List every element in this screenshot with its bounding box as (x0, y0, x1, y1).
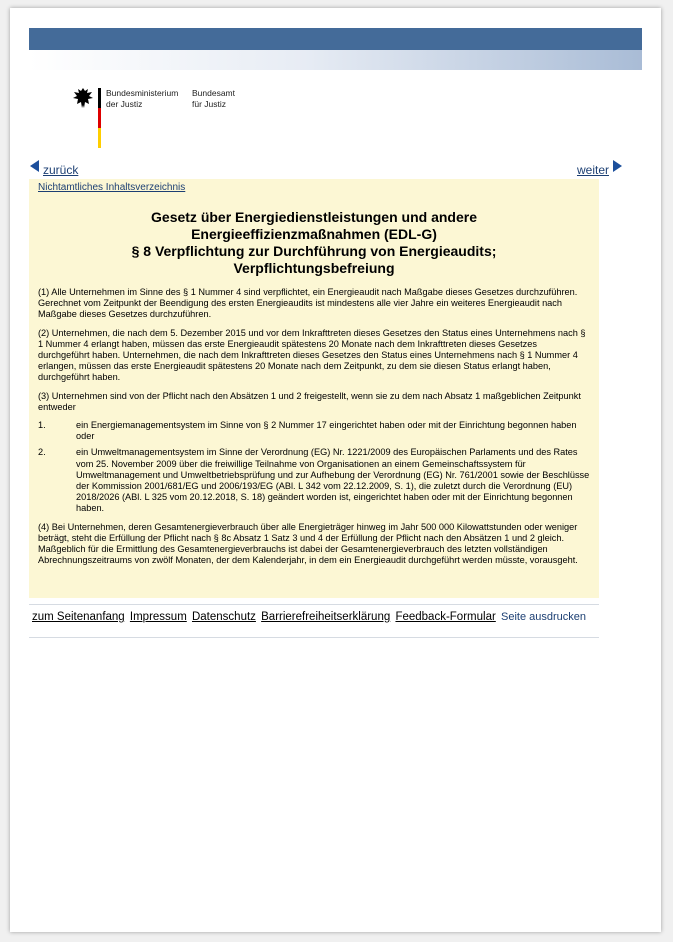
back-link[interactable] (30, 163, 78, 177)
paragraph-2: (2) Unternehmen, die nach dem 5. Dezember 2015 und vor dem Inkrafttreten dieses Gesetzes den Status eines Unternehmens nach § 1 Nummer 4 erlangt haben, müssen das erste Energieaudit spätestens 20 Monate nach dem Inkrafttreten dieses Gesetzes durchgeführt haben. Unternehmen, die nach dem Inkrafttreten dieses Gesetzes den Status eines Unternehmens nach § 1 Nummer 4 erlangen, müssen das erste Energieaudit spätestens 20 Monate nach dem Zeitpunkt, zu dem sie diesen Status erlangt haben, durchgeführt haben. (38, 327, 586, 383)
page (10, 8, 661, 932)
toc-link[interactable]: Nichtamtliches Inhaltsverzeichnis (38, 182, 186, 193)
forward-link-label: weiter (576, 163, 609, 177)
list-item (38, 420, 590, 442)
imprint-link[interactable]: Impressum (129, 611, 187, 623)
header-gradient-bar (29, 50, 642, 70)
header-bar (29, 28, 642, 50)
section-title-line: § 8 Verpflichtung zur Durchführung von Energieaudits; (131, 243, 497, 259)
footer-divider-bottom (29, 637, 599, 638)
paragraph-1: (1) Alle Unternehmen im Sinne des § 1 Nummer 4 sind verpflichtet, ein Energieaudit nach Maßgabe dieses Gesetzes durchzuführen. Gerechnet vom Zeitpunkt der Beendigung des ersten Energieaudits ist mindestens alle vier Jahre ein weiteres Energieaudit nach Maßgabe dieses Gesetzes durchzuführen. (38, 287, 578, 320)
arrow-left-icon (30, 160, 39, 172)
list-item-number: 1. (38, 420, 46, 431)
back-link-label: zurück (43, 163, 79, 177)
forward-link[interactable] (577, 163, 622, 177)
print-page-link[interactable]: Seite ausdrucken (501, 611, 586, 623)
exemption-list (38, 420, 590, 515)
back-to-top-link[interactable]: zum Seitenanfang (32, 611, 125, 623)
footer-links (32, 611, 612, 623)
title-line: Gesetz über Energiedienstleistungen und andere (151, 209, 477, 225)
paragraph-3: (3) Unternehmen sind von der Pflicht nach den Absätzen 1 und 2 freigestellt, wenn sie zu dem nach Absatz 1 maßgeblichen Zeitpunkt entweder (38, 390, 581, 412)
feedback-link[interactable]: Feedback-Formular (395, 611, 496, 623)
list-item-text: ein Umweltmanagementsystem im Sinne der Verordnung (EG) Nr. 1221/2009 des Europäischen Parlaments und des Rates vom 25. November 2009 über die freiwillige Teilnahme von Organisationen an einem Gemeinschaftssystem für Umweltmanagement und Umweltbetriebsprüfung und zur Aufhebung der Verordnung (EG) Nr. 761/2001 sowie der Beschlüsse der Kommission 2001/681/EG und 2006/193/EG (ABl. L 342 vom 22.12.2009, S. 1), die zuletzt durch die Verordnung (EU) 2018/2026 (ABl. L 325 vom 20.12.2018, S. 18) geändert worden ist, eingerichtet haben oder mit der Einrichtung begonnen haben. (76, 447, 590, 514)
arrow-right-icon (613, 160, 622, 172)
list-item-text: ein Energiemanagementsystem im Sinne von § 2 Nummer 17 eingerichtet haben oder mit der Einrichtung begonnen haben oder (76, 420, 577, 442)
ministry-logo[interactable] (72, 86, 272, 150)
title-line: Energieeffizienzmaßnahmen (EDL-G) (191, 226, 437, 242)
accessibility-link[interactable]: Barrierefreiheitserklärung (261, 611, 391, 623)
privacy-link[interactable]: Datenschutz (191, 611, 256, 623)
office-name: Bundesamt für Justiz (192, 88, 235, 109)
footer-divider-top (29, 604, 599, 605)
section-title-line: Verpflichtungsbefreiung (233, 260, 395, 276)
ministry-name: Bundesministerium der Justiz (106, 88, 179, 109)
list-item-number: 2. (38, 447, 46, 458)
german-flag-stripe (98, 88, 101, 148)
paragraph-4: (4) Bei Unternehmen, deren Gesamtenergieverbrauch über alle Energieträger hinweg im Jahr 500 000 Kilowattstunden oder weniger beträgt, steht die Erfüllung der Pflicht nach § 8c Absatz 1 Satz 3 und 4 der Erfüllung der Pflicht nach den Absätzen 1 und 2 gleich. Maßgeblich für die Ermittlung des Gesamtenergieverbrauchs ist dabei der Gesamtenergieverbrauch des letzten vollständigen Abrechnungszeitraums von zwölf Monaten, der dem Kalenderjahr, in dem ein Energieaudit durchgeführt werden müsste, vorausgeht. (38, 521, 578, 566)
list-item (38, 447, 590, 514)
law-title (34, 209, 594, 277)
law-content (29, 179, 599, 598)
federal-eagle-icon (72, 86, 94, 110)
